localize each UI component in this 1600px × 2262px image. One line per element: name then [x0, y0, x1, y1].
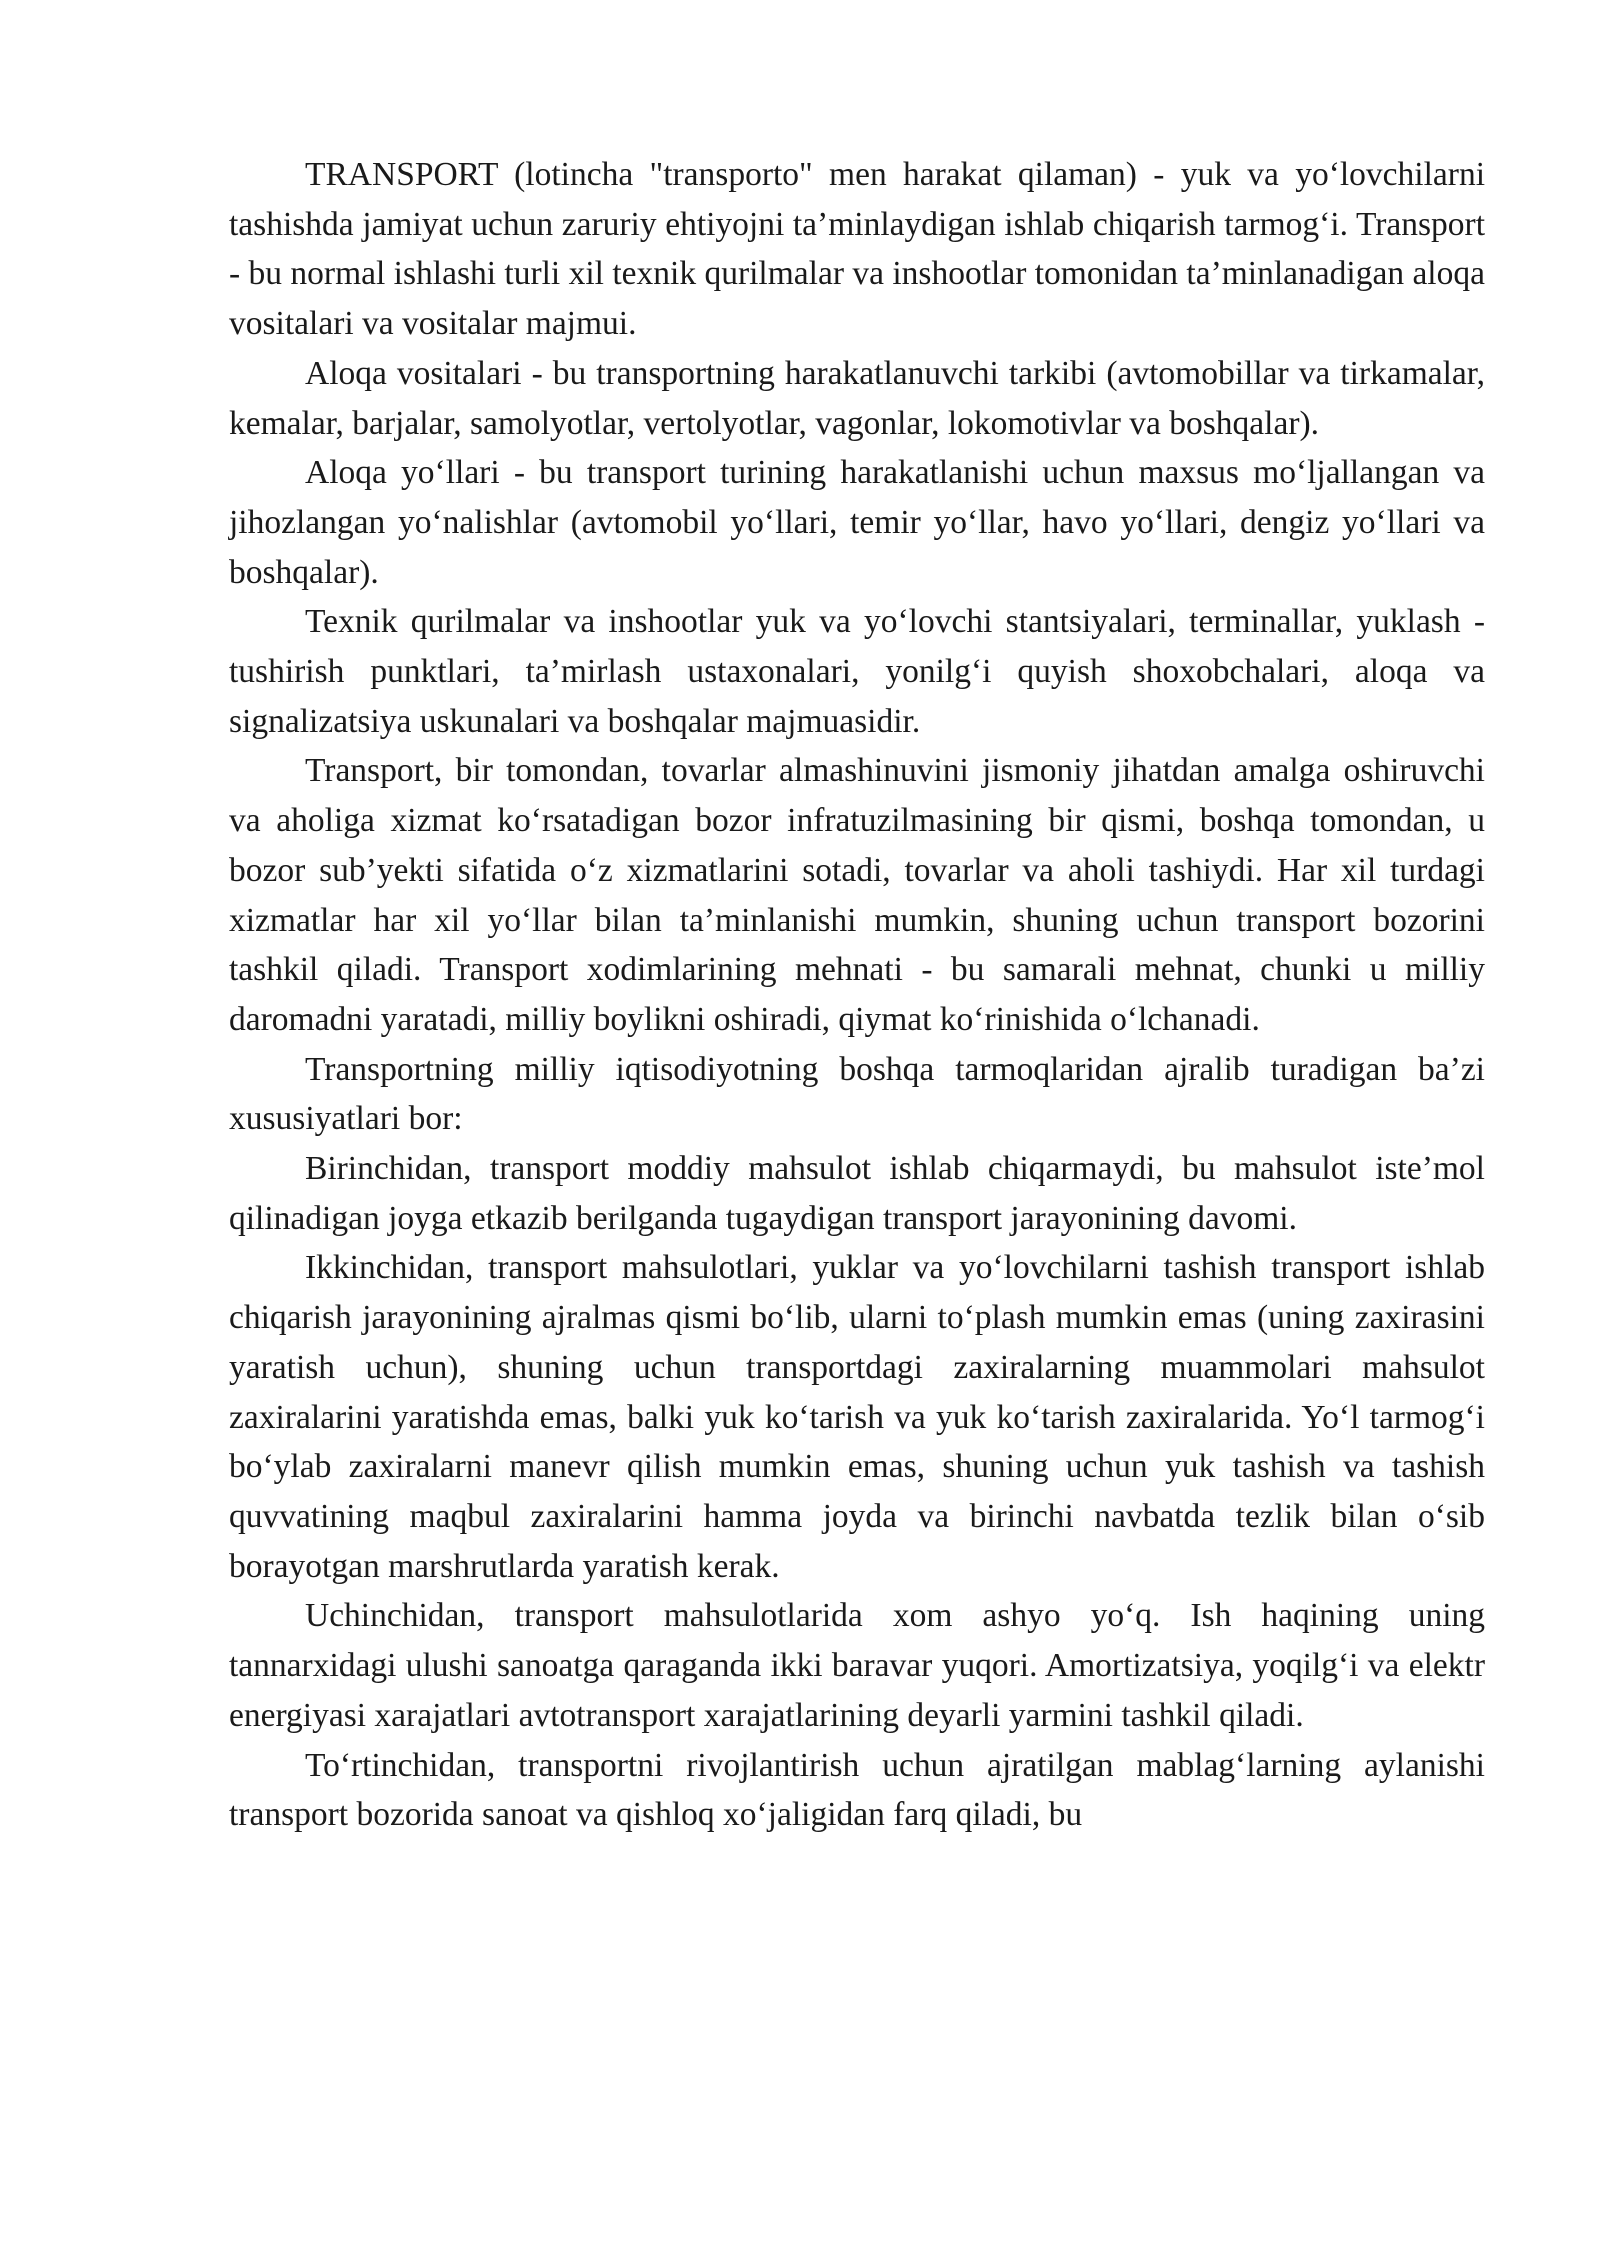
paragraph-transport-market: Transport, bir tomondan, tovarlar almashinuvini jismoniy jihatdan amalga oshiruvchi va aholiga xizmat ko‘rsatadigan bozor infratuzilmasining bir qismi, boshqa tomondan, u bozor sub’yekti sifatida o‘z xizmatlarini sotadi, tovarlar va aholi tashiydi. Har xil turdagi xizmatlar har xil yo‘llar bilan ta’minlanishi mumkin, shuning uchun transport bozorini tashkil qiladi. Transport xodimlarining mehnati - bu samarali mehnat, chunki u milliy daromadni yaratadi, milliy boylikni oshiradi, qiymat ko‘rinishida o‘lchanadi. — [229, 752, 1485, 1038]
document-body — [229, 150, 1485, 1840]
paragraph-features-intro: Transportning milliy iqtisodiyotning boshqa tarmoqlaridan ajralib turadigan ba’zi xususiyatlari bor: — [229, 1050, 1485, 1138]
paragraph-second-feature: Ikkinchidan, transport mahsulotlari, yuklar va yo‘lovchilarni tashish transport ishlab chiqarish jarayonining ajralmas qismi bo‘lib, ularni to‘plash mumkin emas (uning zaxirasini yaratish uchun), shuning uchun transportdagi zaxiralarning muammolari mahsulot zaxiralarini yaratishda emas, balki yuk ko‘tarish va yuk ko‘tarish zaxiralarida. Yo‘l tarmog‘i bo‘ylab zaxiralarni manevr qilish mumkin emas, shuning uchun yuk tashish va tashish quvvatining maqbul zaxiralarini hamma joyda va birinchi navbatda tezlik bilan o‘sib borayotgan marshrutlarda yaratish kerak. — [229, 1249, 1485, 1585]
paragraph-transport-definition: TRANSPORT (lotincha "transporto" men harakat qilaman) - yuk va yo‘lovchilarni tashishda jamiyat uchun zaruriy ehtiyojni ta’minlaydigan ishlab chiqarish tarmog‘i. Transport - bu normal ishlashi turli xil texnik qurilmalar va inshootlar tomonidan ta’minlanadigan aloqa vositalari va vositalar majmui. — [229, 156, 1485, 343]
paragraph-first-feature: Birinchidan, transport moddiy mahsulot ishlab chiqarmaydi, bu mahsulot iste’mol qilinadigan joyga etkazib berilganda tugaydigan transport jarayonining davomi. — [229, 1150, 1485, 1237]
paragraph-communication-routes: Aloqa yo‘llari - bu transport turining harakatlanishi uchun maxsus mo‘ljallangan va jihozlangan yo‘nalishlar (avtomobil yo‘llari, temir yo‘llar, havo yo‘llari, dengiz yo‘llari va boshqalar). — [229, 454, 1485, 591]
paragraph-fourth-feature: To‘rtinchidan, transportni rivojlantirish uchun ajratilgan mablag‘larning aylanishi transport bozorida sanoat va qishloq xo‘jaligidan farq qiladi, bu — [229, 1746, 1485, 1834]
paragraph-technical-facilities: Texnik qurilmalar va inshootlar yuk va yo‘lovchi stantsiyalari, terminallar, yuklash -tushirish punktlari, ta’mirlash ustaxonalari, yonilg‘i quyish shoxobchalari, aloqa va signalizatsiya uskunalari va boshqalar majmuasidir. — [229, 603, 1485, 740]
paragraph-third-feature: Uchinchidan, transport mahsulotlarida xom ashyo yo‘q. Ish haqining uning tannarxidagi ulushi sanoatga qaraganda ikki baravar yuqori. Amortizatsiya, yoqilg‘i va elektr energiyasi xarajatlari avtotransport xarajatlarining deyarli yarmini tashkil qiladi. — [229, 1597, 1485, 1734]
paragraph-communication-means: Aloqa vositalari - bu transportning harakatlanuvchi tarkibi (avtomobillar va tirkamalar, kemalar, barjalar, samolyotlar, vertolyotlar, vagonlar, lokomotivlar va boshqalar). — [229, 354, 1485, 442]
